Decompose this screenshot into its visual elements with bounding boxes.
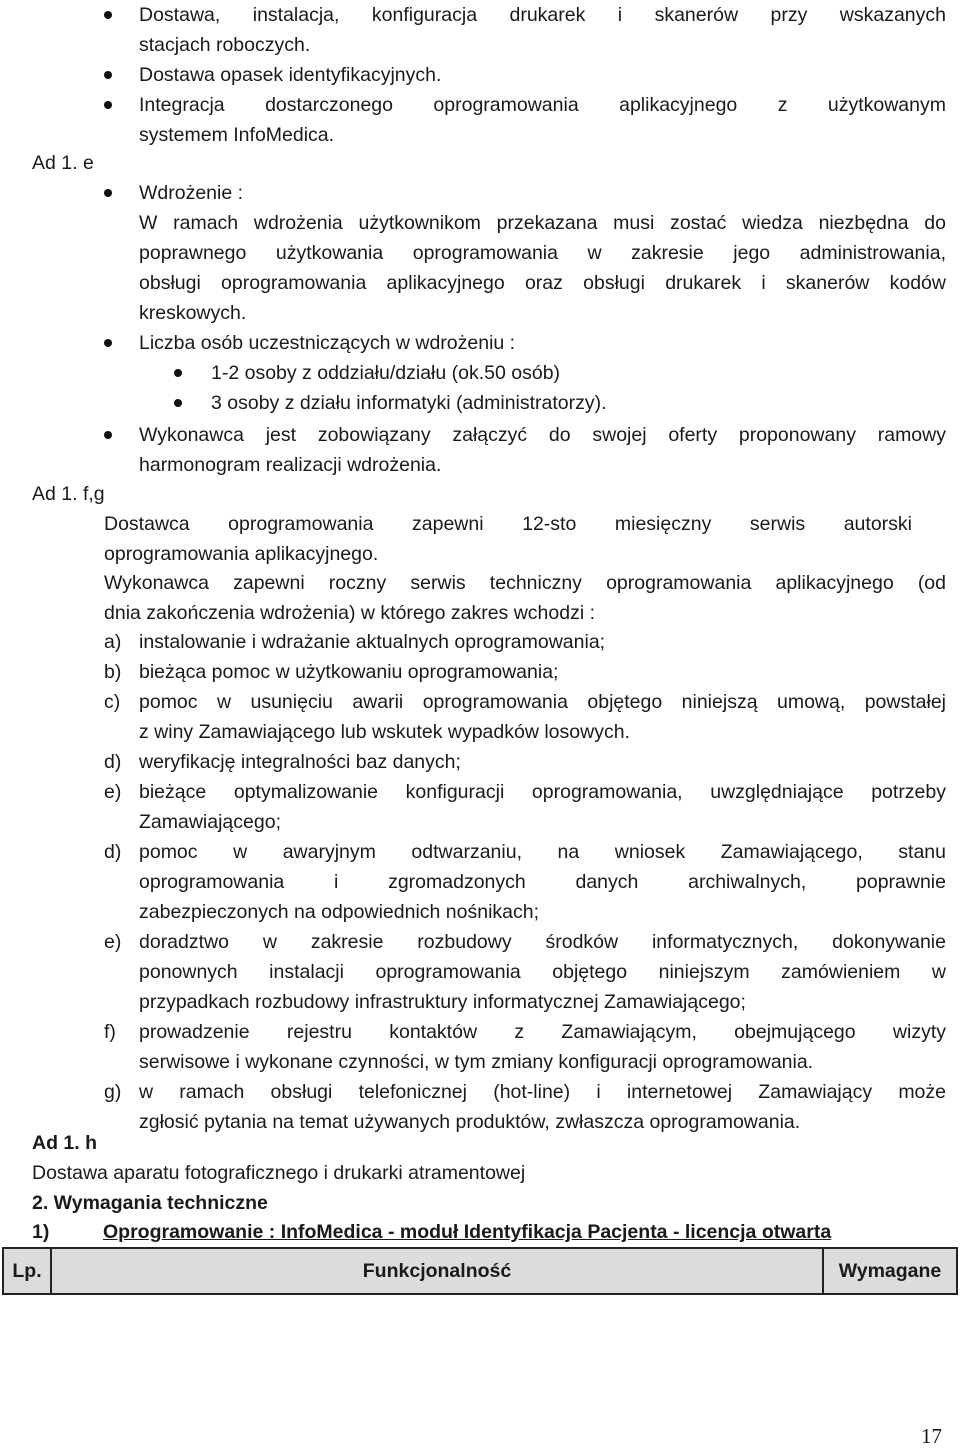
list-marker: e) (104, 931, 122, 953)
list-item-text: zabezpieczonych na odpowiednich nośnikach; (139, 901, 540, 923)
list-item-text: Dostawa, instalacja, konfiguracja drukarek i skanerów przy wskazanych (139, 4, 946, 26)
column-header-funkcjonalnosc: Funkcjonalność (51, 1248, 823, 1294)
column-header-wymagane: Wymagane (823, 1248, 957, 1294)
requirements-table (2, 1247, 958, 1295)
list-item-text: Liczba osób uczestniczących w wdrożeniu : (139, 332, 516, 354)
list-marker: d) (104, 841, 122, 863)
section-heading: Ad 1. f,g (32, 483, 105, 505)
list-item-text: weryfikację integralności baz danych; (139, 751, 461, 773)
list-item-text: bieżąca pomoc w użytkowaniu oprogramowania; (139, 661, 559, 683)
paragraph-line: dnia zakończenia wdrożenia) w którego zakres wchodzi : (104, 602, 595, 624)
page-number: 17 (921, 1424, 942, 1448)
list-item-text: kreskowych. (139, 302, 247, 324)
section-heading: Ad 1. h (32, 1132, 98, 1154)
section-title: 2. Wymagania techniczne (32, 1192, 268, 1214)
bullet-icon (104, 339, 112, 347)
list-marker: f) (104, 1021, 116, 1043)
list-marker: a) (104, 631, 122, 653)
table-header-row (3, 1248, 957, 1294)
list-item-text: pomoc w usunięciu awarii oprogramowania objętego niniejszą umową, powstałej (139, 691, 946, 713)
list-item-text: systemem InfoMedica. (139, 124, 335, 146)
list-marker: c) (104, 691, 121, 713)
list-item-text: harmonogram realizacji wdrożenia. (139, 454, 442, 476)
list-item-text: z winy Zamawiającego lub wskutek wypadków losowych. (139, 721, 630, 743)
paragraph-line: Wykonawca zapewni roczny serwis techniczny oprogramowania aplikacyjnego (od (104, 572, 946, 594)
bullet-icon (104, 11, 112, 19)
bullet-icon (104, 101, 112, 109)
sub-list-item: 1-2 osoby z oddziału/działu (ok.50 osób) (211, 362, 561, 384)
column-header-lp: Lp. (3, 1248, 51, 1294)
sub-list-item: 3 osoby z działu informatyki (administratorzy). (211, 392, 607, 414)
list-item-text: zgłosić pytania na temat używanych produktów, zwłaszcza oprogramowania. (139, 1111, 801, 1133)
list-item-text: Wykonawca jest zobowiązany załączyć do swojej oferty proponowany ramowy (139, 424, 946, 446)
list-item-text: przypadkach rozbudowy infrastruktury informatycznej Zamawiającego; (139, 991, 746, 1013)
list-item-text: Dostawa opasek identyfikacyjnych. (139, 64, 442, 86)
list-item-text: doradztwo w zakresie rozbudowy środków informatycznych, dokonywanie (139, 931, 946, 953)
list-item-text: W ramach wdrożenia użytkownikom przekazana musi zostać wiedza niezbędna do (139, 212, 946, 234)
list-item-text: w ramach obsługi telefonicznej (hot-line) i internetowej Zamawiający może (139, 1081, 946, 1103)
list-item-text: Integracja dostarczonego oprogramowania aplikacyjnego z użytkowanym (139, 94, 946, 116)
bullet-icon (174, 399, 182, 407)
bullet-icon (174, 369, 182, 377)
list-item-text: Wdrożenie : (139, 182, 244, 204)
list-item-text: prowadzenie rejestru kontaktów z Zamawiającym, obejmującego wizyty (139, 1021, 946, 1043)
list-item-text: stacjach roboczych. (139, 34, 311, 56)
list-item-text: serwisowe i wykonane czynności, w tym zmiany konfiguracji oprogramowania. (139, 1051, 814, 1073)
section-heading: Ad 1. e (32, 152, 94, 174)
list-item-text: oprogramowania i zgromadzonych danych archiwalnych, poprawnie (139, 871, 946, 893)
subsection-title: Oprogramowanie : InfoMedica - moduł Identyfikacja Pacjenta - licencja otwarta (103, 1221, 832, 1243)
list-item-text: Zamawiającego; (139, 811, 281, 833)
list-item-text: bieżące optymalizowanie konfiguracji oprogramowania, uwzględniające potrzeby (139, 781, 946, 803)
paragraph-line: Dostawa aparatu fotograficznego i drukarki atramentowej (32, 1162, 526, 1184)
list-item-text: pomoc w awaryjnym odtwarzaniu, na wniosek Zamawiającego, stanu (139, 841, 946, 863)
list-marker: g) (104, 1081, 122, 1103)
subsection-number: 1) (32, 1221, 50, 1243)
bullet-icon (104, 71, 112, 79)
list-item-text: ponownych instalacji oprogramowania objętego niniejszym zamówieniem w (139, 961, 946, 983)
list-item-text: obsługi oprogramowania aplikacyjnego oraz obsługi drukarek i skanerów kodów (139, 272, 946, 294)
list-marker: d) (104, 751, 122, 773)
paragraph-line: Dostawca oprogramowania zapewni 12-sto miesięczny serwis autorski (104, 513, 912, 535)
list-marker: b) (104, 661, 122, 683)
bullet-icon (104, 189, 112, 197)
paragraph-line: oprogramowania aplikacyjnego. (104, 543, 379, 565)
list-item-text: poprawnego użytkowania oprogramowania w zakresie jego administrowania, (139, 242, 946, 264)
bullet-icon (104, 431, 112, 439)
list-marker: e) (104, 781, 122, 803)
list-item-text: instalowanie i wdrażanie aktualnych oprogramowania; (139, 631, 606, 653)
